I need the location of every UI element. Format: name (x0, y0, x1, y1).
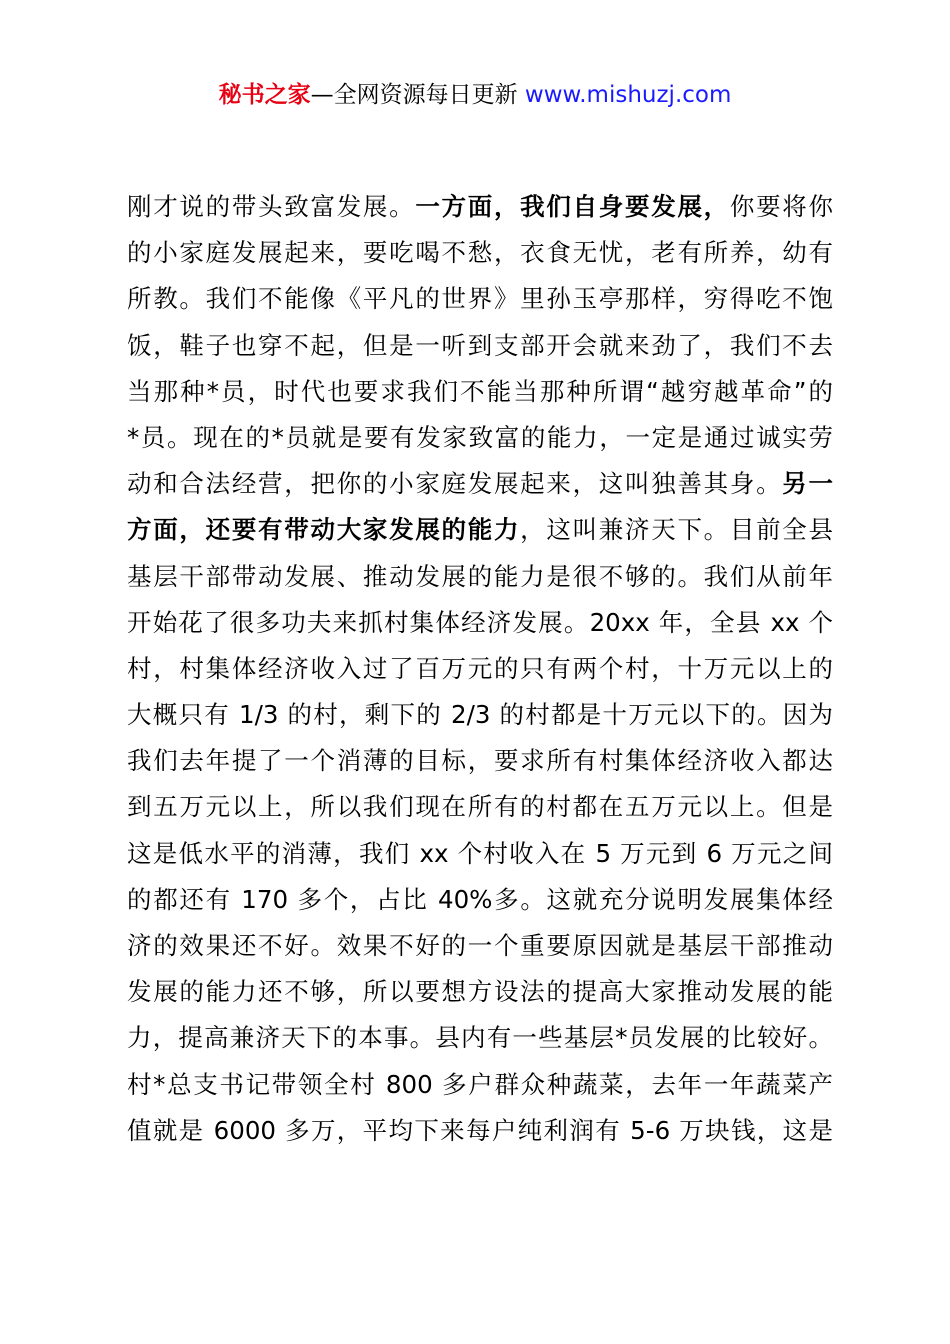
text-segment: 饭，鞋子也穿不起，但是一听到支部开会就来劲了，我们不去 (127, 330, 833, 360)
text-segment: 村，村集体经济收入过了百万元的只有两个村，十万元以上的 (127, 653, 833, 683)
text-segment: 值就是 6000 多万，平均下来每户纯利润有 5-6 万块钱，这是 (127, 1115, 833, 1145)
text-segment: ，这叫兼济天下。目前全县 (520, 515, 833, 545)
text-segment: 发展的能力还不够，所以要想方设法的提高大家推动发展的能 (127, 977, 833, 1007)
site-header (0, 78, 950, 112)
text-line (127, 1108, 833, 1154)
document-body (127, 184, 833, 1154)
text-line (127, 323, 833, 369)
text-segment: 我们去年提了一个消薄的目标，要求所有村集体经济收入都达 (127, 746, 833, 776)
text-segment: 这是低水平的消薄，我们 xx 个村收入在 5 万元到 6 万元之间 (127, 838, 833, 868)
text-line (127, 230, 833, 276)
text-line (127, 923, 833, 969)
text-line (127, 369, 833, 415)
text-segment: 动和合法经营，把你的小家庭发展起来，这叫独善其身。 (127, 469, 783, 499)
text-segment: 的小家庭发展起来，要吃喝不愁，衣食无忧，老有所养，幼有 (127, 238, 833, 268)
text-segment: 开始花了很多功夫来抓村集体经济发展。20xx 年，全县 xx 个 (127, 607, 833, 637)
text-line (127, 877, 833, 923)
text-segment: 你要将你 (729, 192, 833, 221)
text-segment: 当那种*员，时代也要求我们不能当那种所谓“越穷越革命”的 (127, 376, 833, 406)
text-line (127, 831, 833, 877)
text-line (127, 507, 833, 553)
text-line (127, 784, 833, 830)
text-line (127, 692, 833, 738)
text-line (127, 461, 833, 507)
text-segment: 济的效果还不好。效果不好的一个重要原因就是基层干部推动 (127, 931, 833, 960)
text-segment: 基层干部带动发展、推动发展的能力是很不够的。我们从前年 (127, 561, 833, 591)
text-segment: 到五万元以上，所以我们现在所有的村都在五万元以上。但是 (127, 792, 833, 822)
text-line (127, 1062, 833, 1108)
text-segment: *员。现在的*员就是要有发家致富的能力，一定是通过诚实劳 (127, 422, 833, 452)
text-segment: 力，提高兼济天下的本事。县内有一些基层*员发展的比较好。 (127, 1023, 833, 1053)
text-line (127, 969, 833, 1015)
bold-text-segment: 一方面，我们自身要发展， (415, 192, 730, 221)
text-line (127, 554, 833, 600)
text-segment: 刚才说的带头致富发展。 (127, 192, 416, 221)
text-segment: 大概只有 1/3 的村，剩下的 2/3 的村都是十万元以下的。因为 (127, 700, 833, 730)
header-slogan: —全网资源每日更新 (310, 82, 518, 108)
text-line (127, 738, 833, 784)
text-line (127, 184, 833, 230)
text-line (127, 276, 833, 322)
text-line (127, 1015, 833, 1061)
bold-text-segment: 方面，还要有带动大家发展的能力 (127, 515, 521, 545)
bold-text-segment: 另一 (782, 469, 833, 499)
brand-name: 秘书之家 (218, 82, 311, 108)
text-segment: 村*总支书记带领全村 800 多户群众种蔬菜，去年一年蔬菜产 (127, 1069, 833, 1099)
text-segment: 的都还有 170 多个，占比 40%多。这就充分说明发展集体经 (127, 884, 833, 914)
text-line (127, 600, 833, 646)
text-line (127, 415, 833, 461)
text-segment: 所教。我们不能像《平凡的世界》里孙玉亭那样，穷得吃不饱 (127, 284, 833, 314)
site-url-link[interactable]: www.mishuzj.com (524, 82, 732, 108)
text-line (127, 646, 833, 692)
